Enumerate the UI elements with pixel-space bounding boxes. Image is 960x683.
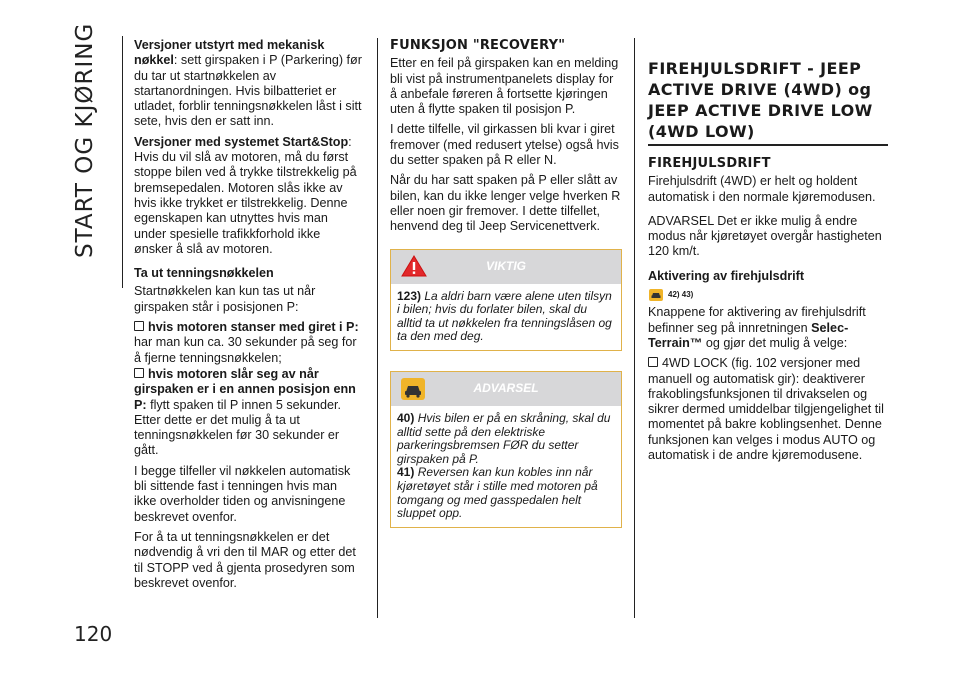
bullet-text: har man kun ca. 30 sekunder på seg for å fjerne tenningsnøkkelen; xyxy=(134,335,357,365)
bullet-bold: hvis motoren slår seg av når girspaken er i en annen posisjon enn P: xyxy=(134,366,356,412)
paragraph xyxy=(134,135,362,257)
note-item xyxy=(397,466,615,520)
paragraph: I dette tilfelle, vil girkassen bli kvar i giret fremover (med redusert ytelse) også hvis du setter spaken på R eller N. xyxy=(390,122,619,168)
paragraph xyxy=(648,305,888,351)
column-2 xyxy=(390,38,622,528)
heading-line: FIREHJULSDRIFT - JEEP xyxy=(648,59,862,78)
inline-bold: Selec-Terrain™ xyxy=(648,320,849,350)
bullet-item xyxy=(134,320,362,366)
section-heading: Ta ut tenningsnøkkelen xyxy=(134,266,274,281)
paragraph: Firehjulsdrift (4WD) er helt og holdent automatisk i den normale kjøremodusen. xyxy=(648,174,876,204)
note-references: 42) 43) xyxy=(668,290,694,300)
inline-heading: Versjoner utstyrt med mekanisk nøkkel xyxy=(134,38,325,68)
chapter-title: START OG KJØRING xyxy=(72,22,98,258)
viktig-box xyxy=(390,249,622,351)
column-3 xyxy=(648,38,888,468)
note-text: Reversen kan kun kobles inn når kjøretøyet står i stille med motoren på tomgang og med gasspedalen helt sluppet opp. xyxy=(397,465,598,521)
paragraph: Startnøkkelen kan kun tas ut når girspaken står i posisjonen P: xyxy=(134,284,316,314)
paragraph-text: og gjør det mulig å velge: xyxy=(702,335,848,350)
section-heading: FUNKSJON "RECOVERY" xyxy=(390,38,566,53)
note-number: 123) xyxy=(397,288,422,303)
bullet-bold: hvis motoren stanser med giret i P: xyxy=(148,320,359,335)
chapter-heading xyxy=(648,58,888,142)
column-1 xyxy=(134,38,362,596)
note-text: Hvis bilen er på en skråning, skal du alltid sette på den elektriske parkeringsbremsen FØR du setter girspaken på P. xyxy=(397,410,611,466)
heading-line: JEEP ACTIVE DRIVE LOW xyxy=(648,101,873,120)
paragraph: Etter en feil på girspaken kan en melding bli vist på instrumentpanelets display for å anbefale føreren å fortsette kjøringen uten å flytte spaken til posisjon P. xyxy=(390,56,619,117)
car-caution-icon xyxy=(648,288,664,302)
bullet-icon xyxy=(134,368,144,378)
bullet-text: 4WD LOCK (fig. 102 versjoner med manuell og automatisk gir): deaktiverer frakoblingsfunksjonen til drivakselen og sikrer dermed umiddelbar tilgjengelighet til momentet på bakre koblingsenhet. Denne funksjonen kan velges i modus AUTO og automatisk i de andre kjøremodusene. xyxy=(648,356,884,463)
paragraph: I begge tilfeller vil nøkkelen automatisk bli sittende fast i tenningen hvis man ikke overholder tiden og anvisningene beskrevet ovenfor. xyxy=(134,463,351,524)
chapter-rule xyxy=(122,36,123,288)
heading-rule xyxy=(648,144,888,146)
advarsel-box xyxy=(390,371,622,528)
viktig-body xyxy=(391,284,621,350)
section-heading: Aktivering av firehjulsdrift xyxy=(648,268,805,283)
paragraph: ADVARSEL Det er ikke mulig å endre modus når kjøretøyet overgår hastigheten 120 km/t. xyxy=(648,213,882,259)
paragraph: Når du har satt spaken på P eller slått av bilen, kan du ikke lenger velge hverken R eller noen gir fremover. I dette tilfellet, henvend deg til Jeep Servicenettverk. xyxy=(390,173,621,234)
page-number: 120 xyxy=(74,622,113,646)
note-item xyxy=(397,412,615,466)
heading-line: ACTIVE DRIVE (4WD) og xyxy=(648,80,872,99)
note-number: 41) xyxy=(397,465,415,480)
paragraph-text: Knappene for aktivering av firehjulsdrift befinner seg på innretningen xyxy=(648,305,866,335)
paragraph: For å ta ut tenningsnøkkelen er det nødvendig å vri den til MAR og etter det til STOPP ved å gjenta prosedyren som beskrevet ovenfor. xyxy=(134,529,356,590)
bullet-item xyxy=(134,367,362,459)
sub-heading: FIREHJULSDRIFT xyxy=(648,156,771,171)
advarsel-body xyxy=(391,406,621,527)
inline-heading: Versjoner med systemet Start&Stop xyxy=(134,134,349,149)
note-number: 40) xyxy=(397,410,415,425)
advarsel-header xyxy=(391,372,621,406)
paragraph-text: : sett girspaken i P (Parkering) før du tar ut startnøkkelen av startanordningen. Hvis bilbatteriet er utladet, forblir tenningsnøkkelen låst i sitt sete, hvis den er satt inn. xyxy=(134,53,362,129)
heading-line: (4WD LOW) xyxy=(648,122,755,141)
advarsel-label: ADVARSEL xyxy=(473,380,539,395)
bullet-item xyxy=(648,356,888,463)
reference-line xyxy=(648,287,888,302)
bullet-icon xyxy=(134,321,144,331)
viktig-label: VIKTIG xyxy=(485,258,526,273)
bullet-text: flytt spaken til P innen 5 sekunder. Etter dette er det mulig å ta ut tenningsnøkkelen før 30 sekunder er gått. xyxy=(134,397,341,458)
column-divider xyxy=(634,38,635,618)
note-text: La aldri barn være alene uten tilsyn i bilen; hvis du forlater bilen, skal du alltid ta ut nøkkelen fra tenningslåsen og ta den med deg. xyxy=(397,288,612,344)
viktig-header xyxy=(391,250,621,284)
paragraph-text: : Hvis du vil slå av motoren, må du først stoppe bilen ved å trykke tilstrekkelig på bremsepedalen. Motoren slås ikke av hvis ikke trykket er tilstrekkelig. Denne egenskapen kan utnyttes hvis man under spesielle trafikkforhold ikke ønsker å slå av motoren. xyxy=(134,134,357,256)
bullet-icon xyxy=(648,357,658,367)
paragraph xyxy=(134,38,362,130)
column-divider xyxy=(377,38,378,618)
